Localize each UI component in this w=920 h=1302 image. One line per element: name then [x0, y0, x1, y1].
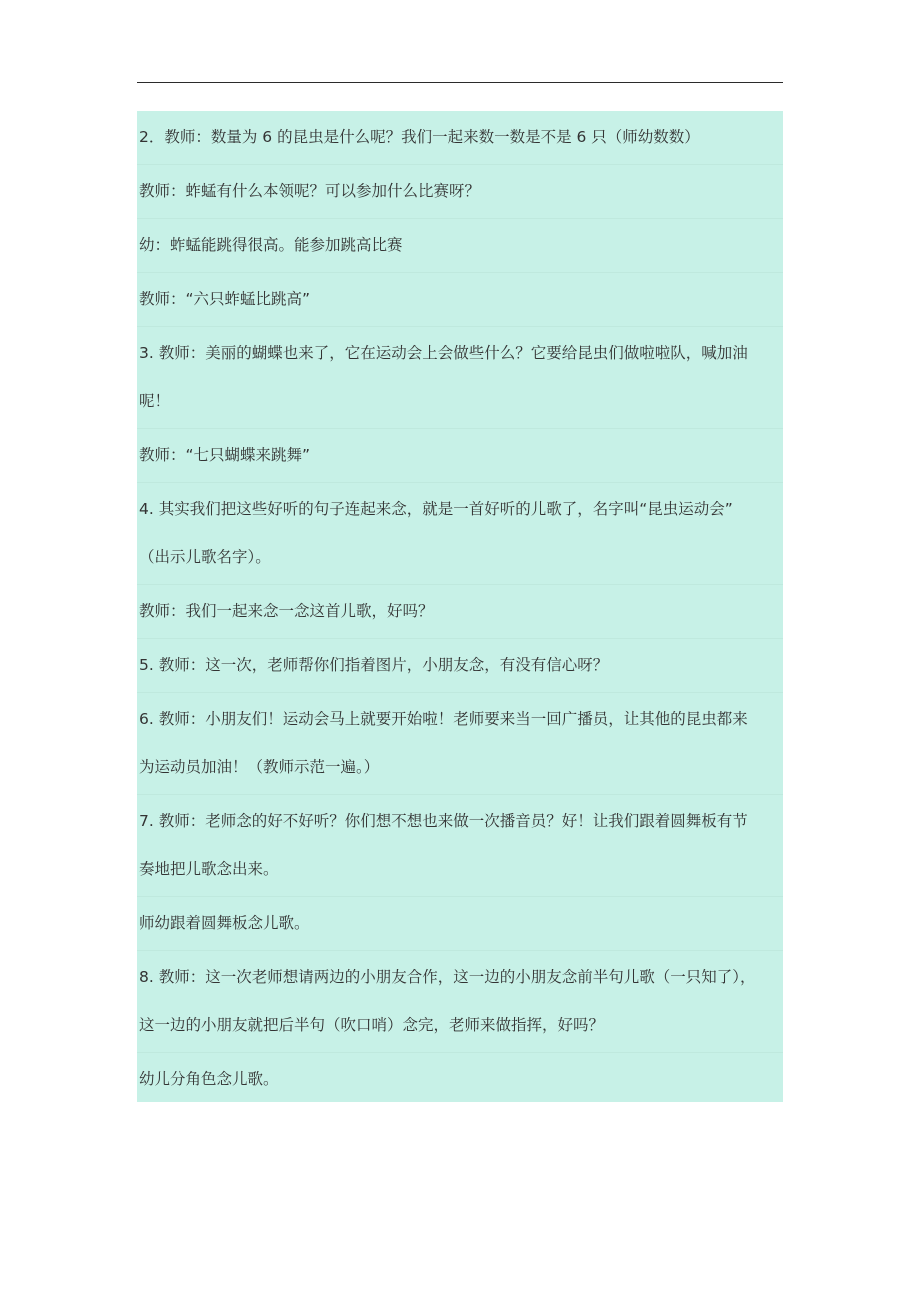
paragraph-line: 幼：蚱蜢能跳得很高。能参加跳高比赛 — [139, 236, 403, 254]
paragraph-line: 这一边的小朋友就把后半句（吹口哨）念完，老师来做指挥，好吗？ — [139, 1016, 605, 1034]
paragraph-line: 教师：“七只蝴蝶来跳舞” — [139, 446, 311, 464]
paragraph-line: 2．教师：数量为 6 的昆虫是什么呢？我们一起来数一数是不是 6 只（师幼数数） — [139, 128, 700, 146]
paragraph-line: 3. 教师：美丽的蝴蝶也来了，它在运动会上会做些什么？它要给昆虫们做啦啦队，喊加油 — [139, 344, 748, 362]
paragraph-line: 奏地把儿歌念出来。 — [139, 860, 279, 878]
line-separator — [137, 950, 783, 951]
line-separator — [137, 482, 783, 483]
paragraph-line: 呢！ — [139, 392, 171, 410]
paragraph-line: 5. 教师：这一次，老师帮你们指着图片，小朋友念，有没有信心呀？ — [139, 656, 609, 674]
paragraph-line: 7. 教师：老师念的好不好听？你们想不想也来做一次播音员？好！让我们跟着圆舞板有节 — [139, 812, 748, 830]
header-rule — [137, 82, 783, 83]
paragraph-line: 师幼跟着圆舞板念儿歌。 — [139, 914, 310, 932]
line-separator — [137, 164, 783, 165]
line-separator — [137, 1052, 783, 1053]
line-separator — [137, 638, 783, 639]
line-separator — [137, 794, 783, 795]
line-separator — [137, 272, 783, 273]
line-separator — [137, 896, 783, 897]
paragraph-line: （出示儿歌名字）。 — [139, 548, 271, 566]
paragraph-line: 教师：我们一起来念一念这首儿歌，好吗？ — [139, 602, 434, 620]
paragraph-line: 教师：“六只蚱蜢比跳高” — [139, 290, 311, 308]
line-separator — [137, 584, 783, 585]
paragraph-line: 6. 教师：小朋友们！运动会马上就要开始啦！老师要来当一回广播员，让其他的昆虫都来 — [139, 710, 748, 728]
line-separator — [137, 218, 783, 219]
line-separator — [137, 326, 783, 327]
line-separator — [137, 692, 783, 693]
paragraph-line: 教师：蚱蜢有什么本领呢？可以参加什么比赛呀？ — [139, 182, 481, 200]
paragraph-line: 8. 教师：这一次老师想请两边的小朋友合作，这一边的小朋友念前半句儿歌（一只知了）， — [139, 968, 756, 986]
paragraph-line: 4. 其实我们把这些好听的句子连起来念，就是一首好听的儿歌了，名字叫“昆虫运动会” — [139, 500, 733, 518]
paragraph-line: 为运动员加油！（教师示范一遍。） — [139, 758, 380, 776]
paragraph-line: 幼儿分角色念儿歌。 — [139, 1070, 279, 1088]
line-separator — [137, 428, 783, 429]
